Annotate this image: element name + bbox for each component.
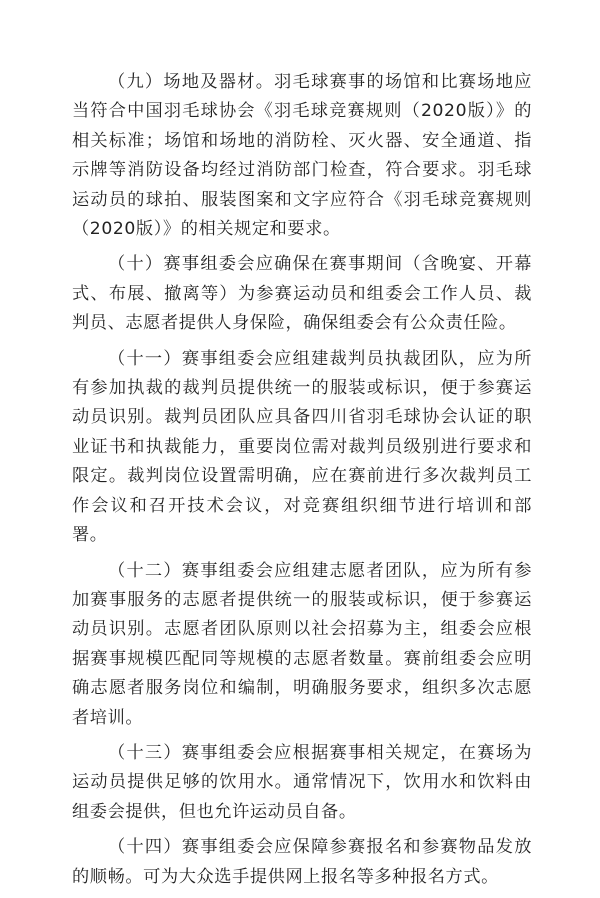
document-body bbox=[72, 68, 532, 898]
paragraph-referee-team: （十一）赛事组委会应组建裁判员执裁团队，应为所有参加执裁的裁判员提供统一的服装或标识，便于参赛运动员识别。裁判员团队应具备四川省羽毛球协会认证的职业证书和执裁能力，重要岗位需对裁判员级别进行要求和限定。裁判岗位设置需明确，应在赛前进行多次裁判员工作会议和召开技术会议，对竞赛组织细节进行培训和部署。 bbox=[72, 348, 532, 546]
paragraph-venue-equipment: （九）场地及器材。羽毛球赛事的场馆和比赛场地应当符合中国羽毛球协会《羽毛球竞赛规则（2020版）》的相关标准；场馆和场地的消防栓、灭火器、安全通道、指示牌等消防设备均经过消防部门检查，符合要求。羽毛球运动员的球拍、服装图案和文字应符合《羽毛球竞赛规则（2020版）》的相关规定和要求。 bbox=[72, 72, 532, 240]
paragraph-drinking-water: （十三）赛事组委会应根据赛事相关规定，在赛场为运动员提供足够的饮用水。通常情况下，饮用水和饮料由组委会提供，但也允许运动员自备。 bbox=[72, 742, 532, 822]
paragraph-registration: （十四）赛事组委会应保障参赛报名和参赛物品发放的顺畅。可为大众选手提供网上报名等多种报名方式。 bbox=[72, 837, 532, 887]
paragraph-volunteer-team: （十二）赛事组委会应组建志愿者团队，应为所有参加赛事服务的志愿者提供统一的服装或标识，便于参赛运动员识别。志愿者团队原则以社会招募为主，组委会应根据赛事规模匹配同等规模的志愿者数量。赛前组委会应明确志愿者服务岗位和编制，明确服务要求，组织多次志愿者培训。 bbox=[72, 560, 532, 728]
paragraph-insurance: （十）赛事组委会应确保在赛事期间（含晚宴、开幕式、布展、撤离等）为参赛运动员和组委会工作人员、裁判员、志愿者提供人身保险，确保组委会有公众责任险。 bbox=[72, 254, 532, 334]
